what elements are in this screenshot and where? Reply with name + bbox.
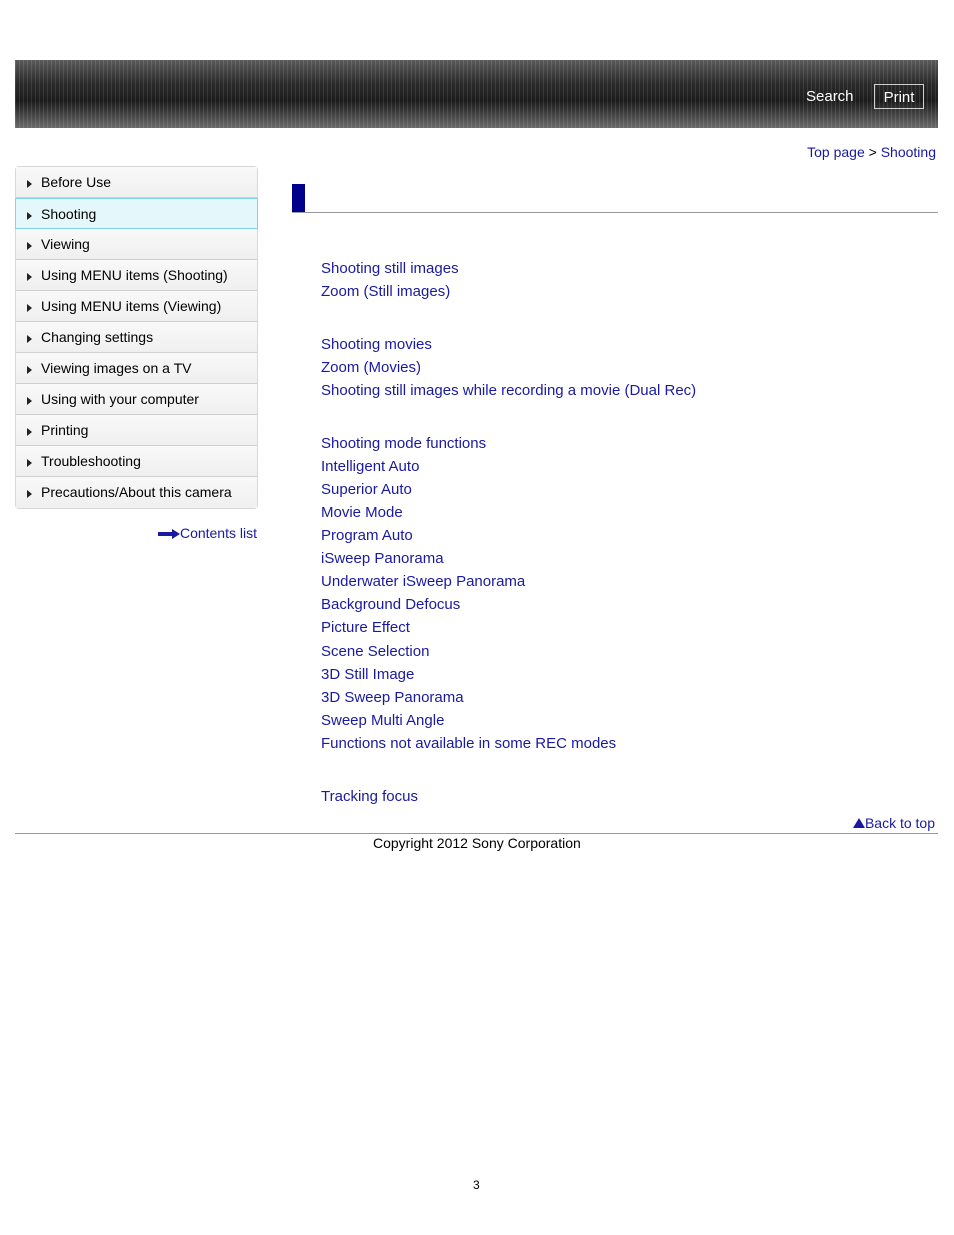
link-intelligent-auto[interactable]: Intelligent Auto (321, 458, 420, 475)
sidebar-item-troubleshooting[interactable] (16, 446, 257, 477)
triangle-up-icon (853, 818, 865, 828)
sidebar-item-label: Using with your computer (41, 391, 199, 407)
sidebar-item-label: Viewing (41, 236, 90, 252)
link-tracking-focus[interactable]: Tracking focus (321, 788, 418, 805)
triangle-right-icon (27, 366, 32, 374)
link-movie-mode[interactable]: Movie Mode (321, 504, 403, 521)
breadcrumb (807, 144, 936, 160)
link-shooting-mode-functions[interactable]: Shooting mode functions (321, 435, 487, 452)
breadcrumb-current[interactable]: Shooting (880, 144, 936, 160)
triangle-right-icon (27, 428, 32, 436)
sidebar-item-precautions[interactable] (16, 477, 257, 508)
contents-list-label: Contents list (179, 525, 257, 541)
sidebar-item-changing-settings[interactable] (16, 322, 257, 353)
link-program-auto[interactable]: Program Auto (321, 527, 413, 544)
sidebar-item-label: Before Use (41, 174, 112, 190)
link-background-defocus[interactable]: Background Defocus (321, 596, 461, 613)
link-shooting-movies[interactable]: Shooting movies (321, 336, 432, 353)
arrow-right-icon (158, 529, 180, 539)
triangle-right-icon (27, 180, 32, 188)
sidebar-item-computer[interactable] (16, 384, 257, 415)
link-zoom-movies[interactable]: Zoom (Movies) (321, 359, 422, 376)
link-zoom-still[interactable]: Zoom (Still images) (321, 283, 451, 300)
link-dual-rec[interactable]: Shooting still images while recording a movie (Dual Rec) (321, 382, 697, 399)
contents-list-link[interactable] (158, 525, 257, 541)
breadcrumb-separator: > (868, 144, 877, 160)
back-to-top-link[interactable] (853, 815, 935, 831)
back-to-top-label: Back to top (864, 815, 935, 831)
triangle-right-icon (27, 304, 32, 312)
sidebar-item-label: Shooting (41, 206, 97, 222)
link-superior-auto[interactable]: Superior Auto (321, 481, 412, 498)
triangle-right-icon (27, 212, 32, 220)
sidebar-item-label: Viewing images on a TV (41, 360, 192, 376)
sidebar-item-viewing-tv[interactable] (16, 353, 257, 384)
print-button[interactable]: Print (874, 84, 924, 109)
sidebar-item-before-use[interactable] (16, 167, 257, 198)
sidebar-item-label: Printing (41, 422, 89, 438)
section-title-rule (292, 212, 938, 213)
section-title-marker (292, 184, 305, 213)
link-shooting-still-images[interactable]: Shooting still images (321, 260, 459, 277)
triangle-right-icon (27, 242, 32, 250)
sidebar-item-viewing[interactable] (16, 229, 257, 260)
link-functions-not-available[interactable]: Functions not available in some REC modes (321, 735, 617, 752)
link-picture-effect[interactable]: Picture Effect (321, 619, 410, 636)
link-underwater-isweep[interactable]: Underwater iSweep Panorama (321, 573, 526, 590)
copyright-text: Copyright 2012 Sony Corporation (373, 835, 581, 851)
sidebar-item-printing[interactable] (16, 415, 257, 446)
sidebar-nav (15, 166, 258, 509)
sidebar-item-label: Troubleshooting (41, 453, 141, 469)
header-bar (15, 60, 938, 128)
sidebar-item-label: Precautions/About this camera (41, 484, 232, 500)
page-number: 3 (473, 1178, 480, 1192)
triangle-right-icon (27, 273, 32, 281)
triangle-right-icon (27, 397, 32, 405)
sidebar-item-menu-viewing[interactable] (16, 291, 257, 322)
footer-rule (15, 833, 938, 834)
link-isweep-panorama[interactable]: iSweep Panorama (321, 550, 444, 567)
breadcrumb-top-page[interactable]: Top page (807, 144, 865, 160)
link-sweep-multi-angle[interactable]: Sweep Multi Angle (321, 712, 445, 729)
link-3d-sweep-panorama[interactable]: 3D Sweep Panorama (321, 689, 464, 706)
link-scene-selection[interactable]: Scene Selection (321, 643, 430, 660)
triangle-right-icon (27, 459, 32, 467)
sidebar-item-shooting[interactable] (15, 198, 258, 229)
sidebar-item-label: Using MENU items (Viewing) (41, 298, 222, 314)
triangle-right-icon (27, 490, 32, 498)
search-button[interactable]: Search (806, 88, 854, 105)
sidebar-item-label: Using MENU items (Shooting) (41, 267, 228, 283)
sidebar-item-label: Changing settings (41, 329, 154, 345)
sidebar-item-menu-shooting[interactable] (16, 260, 257, 291)
link-3d-still-image[interactable]: 3D Still Image (321, 666, 415, 683)
triangle-right-icon (27, 335, 32, 343)
